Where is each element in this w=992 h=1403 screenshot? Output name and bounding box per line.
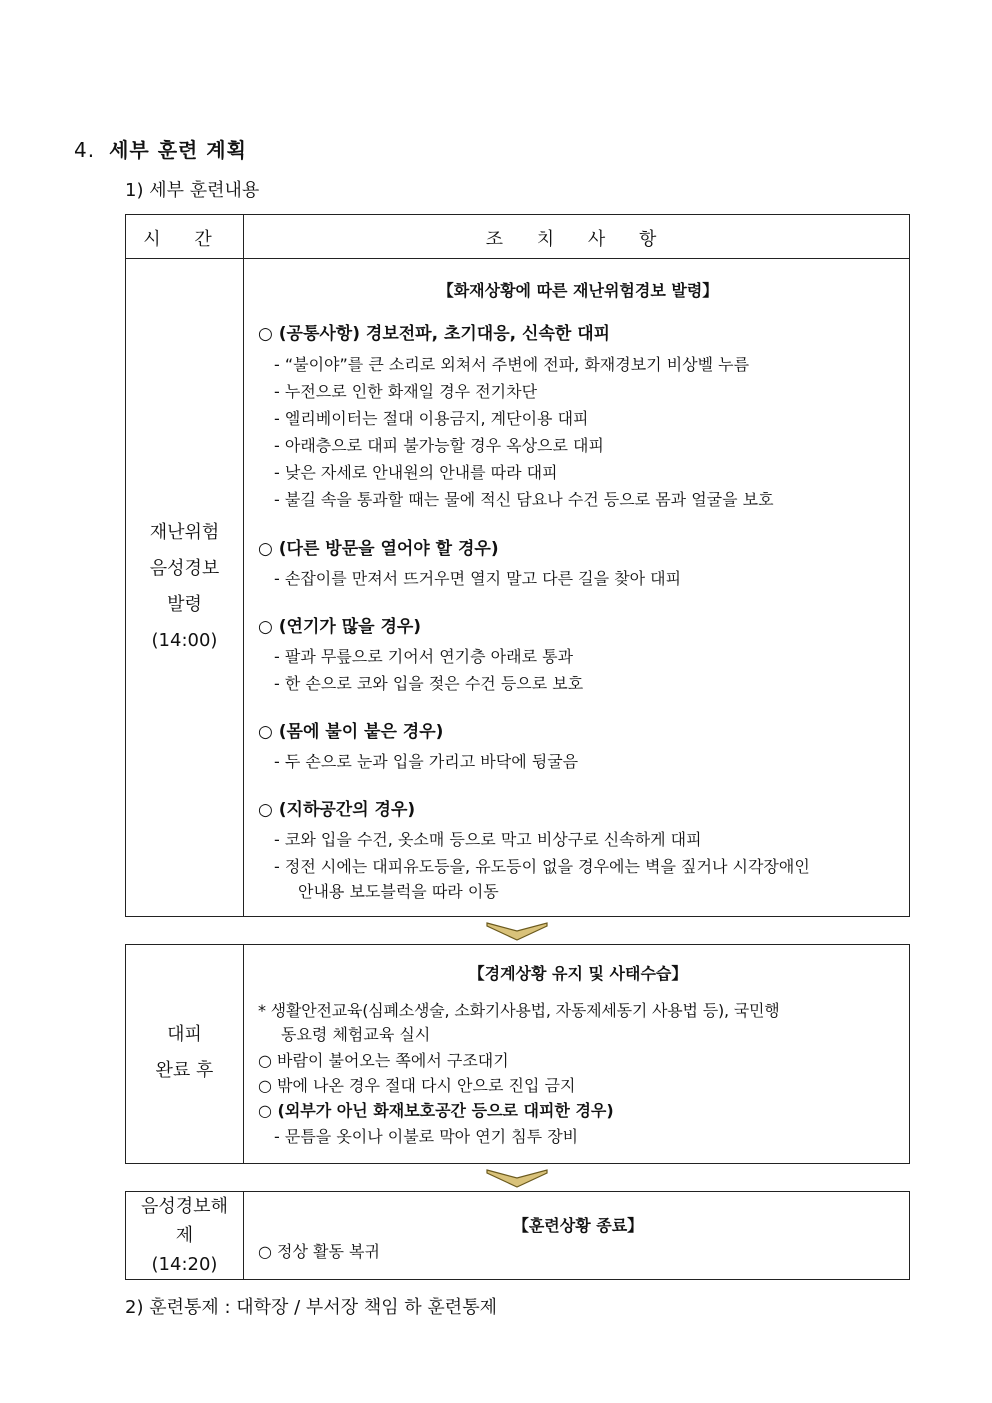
block1-time-line: (14:00) (151, 630, 218, 651)
block2-line: ○ (외부가 아닌 화재보호공간 등으로 대피한 경우) (258, 1101, 614, 1120)
header-time: 시 간 (143, 229, 226, 250)
subsection-title: 1) 세부 훈련내용 (125, 180, 260, 201)
list-item: - 정전 시에는 대피유도등을, 유도등이 없을 경우에는 벽을 짚거나 시각장애인 (274, 857, 810, 876)
section-title-text: 세부 훈련 계획 (109, 138, 247, 162)
list-item: - 엘리베이터는 절대 이용금지, 계단이용 대피 (274, 409, 589, 428)
block2-time (126, 1017, 243, 1089)
group-head-smoke: ○ (연기가 많을 경우) (258, 617, 422, 637)
block1-time (126, 515, 243, 659)
block2-line: ○ 바람이 불어오는 쪽에서 구조대기 (258, 1051, 509, 1070)
subsection2-title: 2) 훈련통제 : 대학장 / 부서장 책임 하 훈련통제 (125, 1297, 497, 1318)
block1-time-line: 발령 (167, 594, 202, 615)
block1-time-line: 재난위험 (149, 522, 220, 543)
list-item: - 낮은 자세로 안내원의 안내를 따라 대피 (274, 463, 558, 482)
list-item: - 아래층으로 대피 불가능할 경우 옥상으로 대피 (274, 436, 604, 455)
block1-title: 【화재상황에 따른 재난위험경보 발령】 (437, 281, 719, 300)
section-number: 4. (74, 138, 96, 162)
block3-time (126, 1192, 243, 1279)
block3-time-line: 음성경보해 (141, 1196, 228, 1217)
block3-line: ○ 정상 활동 복귀 (258, 1242, 380, 1261)
header-action: 조 치 사 항 (485, 229, 671, 250)
list-item: - 팔과 무릎으로 기어서 연기층 아래로 통과 (274, 647, 574, 666)
block2-title: 【경계상황 유지 및 사태수습】 (468, 964, 688, 983)
block3-time-line: 제 (175, 1225, 194, 1246)
block2-line: 동요령 체험교육 실시 (281, 1025, 431, 1044)
list-item: - 손잡이를 만져서 뜨거우면 열지 말고 다른 길을 찾아 대피 (274, 569, 682, 588)
list-item: - 두 손으로 눈과 입을 가리고 바닥에 뒹굴음 (274, 752, 579, 771)
block2-table (125, 944, 910, 1164)
section-title (74, 134, 247, 163)
block2-time-line: 대피 (167, 1024, 202, 1045)
training-table (125, 214, 910, 917)
down-arrow-icon (485, 920, 549, 942)
block2-line: * 생활안전교육(심폐소생술, 소화기사용법, 자동제세동기 사용법 등), 국민행 (258, 1001, 780, 1020)
list-item: - 불길 속을 통과할 때는 물에 적신 담요나 수건 등으로 몸과 얼굴을 보호 (274, 490, 774, 509)
group-head-common: ○ (공통사항) 경보전파, 초기대응, 신속한 대피 (258, 324, 611, 344)
block1-time-line: 음성경보 (149, 558, 220, 579)
group-head-door: ○ (다른 방문을 열어야 할 경우) (258, 539, 499, 559)
group-head-underground: ○ (지하공간의 경우) (258, 800, 416, 820)
block3-table (125, 1191, 910, 1280)
list-item: - 한 손으로 코와 입을 젖은 수건 등으로 보호 (274, 674, 584, 693)
list-item: 안내용 보도블럭을 따라 이동 (298, 882, 499, 901)
down-arrow-icon (485, 1167, 549, 1189)
list-item: - 코와 입을 수건, 옷소매 등으로 막고 비상구로 신속하게 대피 (274, 830, 702, 849)
list-item: - 누전으로 인한 화재일 경우 전기차단 (274, 382, 538, 401)
block3-title: 【훈련상황 종료】 (512, 1216, 644, 1235)
block2-time-line: 완료 후 (155, 1060, 214, 1081)
block2-line: - 문틈을 옷이나 이불로 막아 연기 침투 장비 (274, 1127, 579, 1146)
list-item: - “불이야”를 큰 소리로 외쳐서 주변에 전파, 화재경보기 비상벨 누름 (274, 355, 750, 374)
group-head-body-fire: ○ (몸에 불이 붙은 경우) (258, 722, 444, 742)
block2-line: ○ 밖에 나온 경우 절대 다시 안으로 진입 금지 (258, 1076, 576, 1095)
block3-time-line: (14:20) (151, 1254, 218, 1275)
